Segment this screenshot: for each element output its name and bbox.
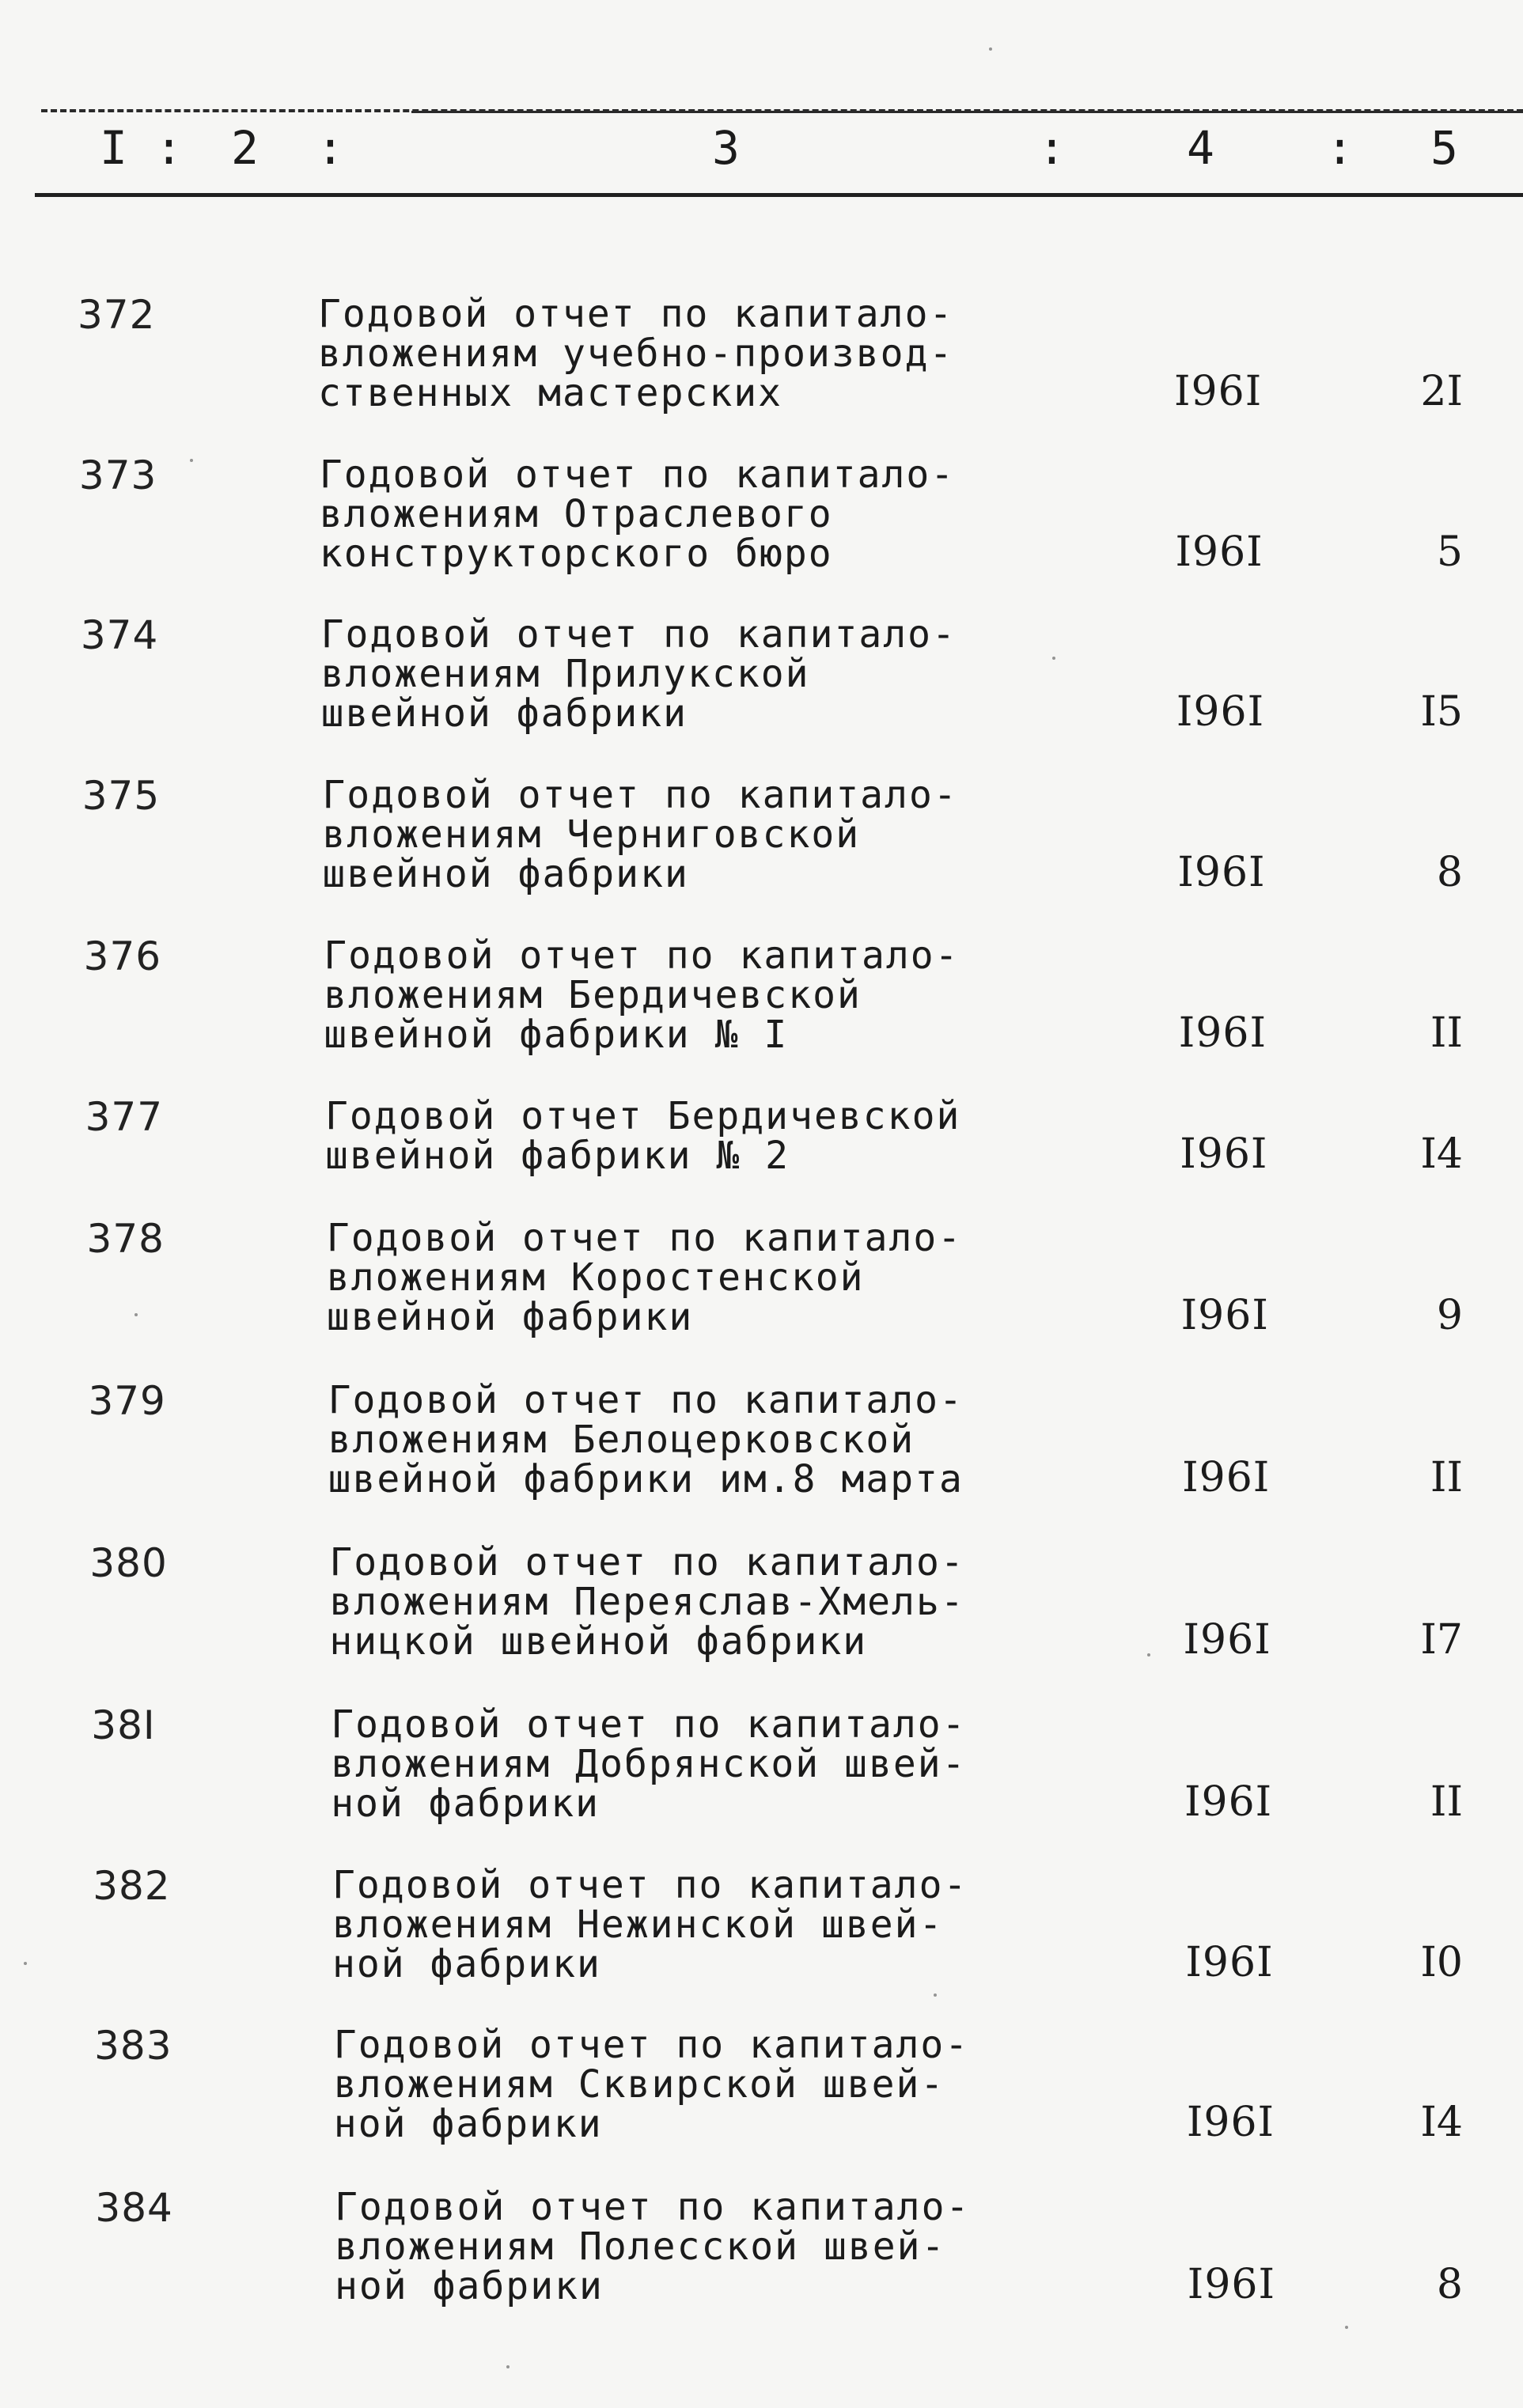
item-year: I96I xyxy=(1175,528,1263,576)
item-year: I96I xyxy=(1177,849,1266,896)
item-title xyxy=(334,2025,1046,2144)
item-title xyxy=(325,1096,1037,1176)
header-col-4: 4 xyxy=(1187,121,1214,175)
item-title xyxy=(320,612,1033,736)
header-top-rule-solid xyxy=(411,111,1523,113)
item-title-line: Годовой отчет Бердичевской xyxy=(325,1094,961,1138)
item-title xyxy=(322,775,1034,894)
item-title-line: ной фабрики xyxy=(333,2102,603,2146)
item-title-line: ницкой швейной фабрики xyxy=(329,1619,868,1664)
item-title-line: швейной фабрики им.8 марта xyxy=(328,1457,964,1501)
item-year: I96I xyxy=(1176,688,1265,736)
item-title-line: швейной фабрики xyxy=(320,691,688,736)
item-year: I96I xyxy=(1187,2261,1276,2308)
item-title-line: швейной фабрики xyxy=(326,1295,694,1339)
header-col-3: 3 xyxy=(712,121,740,175)
header-col-5: 5 xyxy=(1430,121,1458,175)
item-title-line: Годовой отчет по капитало- xyxy=(333,2023,970,2067)
header-col-2: 2 xyxy=(231,121,259,175)
header-bottom-rule xyxy=(35,193,1523,197)
header-separator: : xyxy=(316,121,344,175)
item-title xyxy=(335,2187,1047,2306)
item-sheet-count: II xyxy=(1430,1454,1463,1501)
item-sheet-count: I5 xyxy=(1420,688,1463,736)
item-number: 375 xyxy=(81,773,161,819)
item-sheet-count: 5 xyxy=(1436,528,1463,576)
item-number: 372 xyxy=(78,292,156,338)
item-title xyxy=(331,1702,1043,1826)
item-year: I96I xyxy=(1182,1454,1271,1501)
item-title-line: вложениям Добрянской швей- xyxy=(331,1742,967,1786)
item-title-line: Годовой отчет по капитало- xyxy=(329,1540,965,1585)
item-title-line: Годовой отчет по капитало- xyxy=(324,933,960,978)
item-title-line: Годовой отчет по капитало- xyxy=(332,1863,968,1907)
item-title xyxy=(324,933,1036,1057)
item-title-line: вложениям Коростенской xyxy=(326,1255,865,1300)
item-sheet-count: I4 xyxy=(1420,2099,1463,2146)
item-title xyxy=(319,452,1032,576)
header-separator: : xyxy=(155,121,183,175)
item-title-line: вложениям Белоцерковской xyxy=(328,1418,915,1462)
item-title-line: вложениям Нежинской швей- xyxy=(332,1903,944,1947)
item-title-line: Годовой отчет по капитало- xyxy=(326,1216,963,1260)
item-title-line: Годовой отчет по капитало- xyxy=(319,452,956,497)
item-year: I96I xyxy=(1186,2099,1275,2146)
item-sheet-count: 8 xyxy=(1436,849,1463,896)
item-title-line: Годовой отчет по капитало- xyxy=(320,612,957,657)
item-title-line: Годовой отчет по капитало- xyxy=(322,773,958,817)
item-title xyxy=(328,1380,1040,1499)
item-title-line: ной фабрики xyxy=(335,2264,604,2308)
item-sheet-count: I4 xyxy=(1420,1130,1463,1178)
item-title-line: Годовой отчет по капитало- xyxy=(335,2185,971,2229)
item-number: 383 xyxy=(94,2023,172,2069)
item-year: I96I xyxy=(1180,1292,1269,1339)
header-col-1: I xyxy=(100,121,127,175)
item-title-line: вложениям Переяслав-Хмель- xyxy=(329,1580,965,1624)
item-number: 384 xyxy=(95,2185,173,2231)
item-sheet-count: II xyxy=(1430,1778,1463,1826)
item-number: 378 xyxy=(86,1216,165,1262)
item-sheet-count: I0 xyxy=(1420,1939,1463,1986)
item-number: 373 xyxy=(78,452,157,498)
item-title-line: ной фабрики xyxy=(332,1942,601,1986)
item-title-line: вложениям Бердичевской xyxy=(324,973,862,1017)
header-separator: : xyxy=(1326,121,1354,175)
item-sheet-count: 2I xyxy=(1420,368,1463,415)
item-title-line: вложениям Полесской швей- xyxy=(335,2224,946,2269)
item-sheet-count: I7 xyxy=(1420,1616,1463,1664)
item-title-line: вложениям Прилукской xyxy=(320,652,810,696)
item-number: 380 xyxy=(89,1540,168,1586)
item-number: 38I xyxy=(91,1702,156,1748)
item-title-line: швейной фабрики xyxy=(322,852,689,896)
item-year: I96I xyxy=(1184,1778,1273,1826)
item-title-line: ственных мастерских xyxy=(318,371,783,415)
item-year: I96I xyxy=(1185,1939,1274,1986)
item-title xyxy=(327,1218,1039,1337)
item-title xyxy=(329,1540,1041,1664)
item-title-line: конструкторского бюро xyxy=(319,532,833,576)
item-title-line: швейной фабрики № I xyxy=(324,1013,789,1057)
item-year: I96I xyxy=(1180,1130,1268,1178)
header-separator: : xyxy=(1038,121,1066,175)
item-title xyxy=(318,294,1030,413)
item-title-line: Годовой отчет по капитало- xyxy=(318,292,954,336)
item-title-line: вложениям Отраслевого xyxy=(319,492,833,536)
item-year: I96I xyxy=(1183,1616,1271,1664)
item-sheet-count: 9 xyxy=(1436,1292,1463,1339)
item-number: 376 xyxy=(83,933,162,979)
item-title-line: вложениям Сквирской швей- xyxy=(333,2062,945,2107)
item-title-line: вложениям учебно-производ- xyxy=(318,331,954,376)
item-title-line: вложениям Черниговской xyxy=(322,812,861,857)
item-sheet-count: 8 xyxy=(1436,2261,1463,2308)
item-title-line: Годовой отчет по капитало- xyxy=(331,1702,967,1747)
item-sheet-count: II xyxy=(1430,1009,1463,1057)
item-number: 379 xyxy=(88,1378,166,1424)
item-year: I96I xyxy=(1178,1009,1267,1057)
item-number: 382 xyxy=(93,1863,171,1909)
item-number: 374 xyxy=(80,612,159,658)
item-title-line: швейной фабрики № 2 xyxy=(325,1134,790,1178)
item-title-line: Годовой отчет по капитало- xyxy=(328,1378,964,1422)
item-year: I96I xyxy=(1174,368,1263,415)
item-title xyxy=(332,1865,1044,1984)
item-title-line: ной фабрики xyxy=(331,1781,600,1826)
item-number: 377 xyxy=(85,1094,164,1140)
